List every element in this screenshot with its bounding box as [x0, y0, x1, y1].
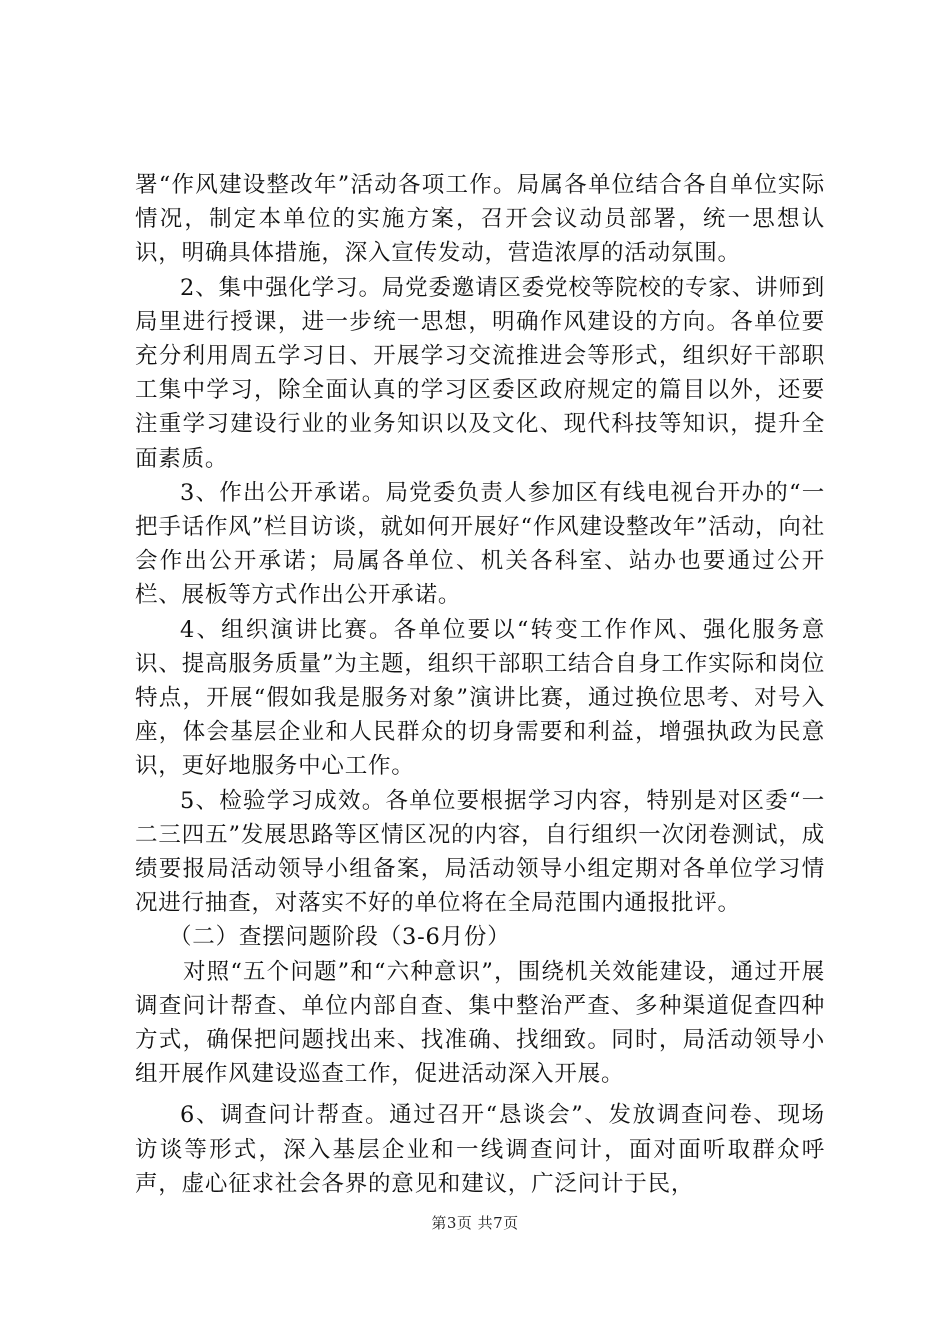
paragraph-item-4: 4、组织演讲比赛。各单位要以“转变工作作风、强化服务意识、提高服务质量”为主题，组织干部职工结合自身工作实际和岗位特点，开展“假如我是服务对象”演讲比赛，通过换位思考、对号入座，体会基层企业和人民群众的切身需要和利益，增强执政为民意识，更好地服务中心工作。	[135, 616, 825, 780]
paragraph-item-2: 2、集中强化学习。局党委邀请区委党校等院校的专家、讲师到局里进行授课，进一步统一思想，明确作风建设的方向。各单位要充分利用周五学习日、开展学习交流推进会等形式，组织好干部职工集中学习，除全面认真的学习区委区政府规定的篇目以外，还要注重学习建设行业的业务知识以及文化、现代科技等知识，提升全面素质。	[135, 274, 825, 472]
section-heading: （二）查摆问题阶段（3-6月份）	[169, 924, 511, 951]
paragraph-item-5: 5、检验学习成效。各单位要根据学习内容，特别是对区委“一二三四五”发展思路等区情区况的内容，自行组织一次闭卷测试，成绩要报局活动领导小组备案，局活动领导小组定期对各单位学习情况进行抽查，对落实不好的单位将在全局范围内通报批评。	[135, 787, 825, 917]
paragraph-continuation: 署“作风建设整改年”活动各项工作。局属各单位结合各自单位实际情况，制定本单位的实施方案，召开会议动员部署，统一思想认识，明确具体措施，深入宣传发动，营造浓厚的活动氛围。	[135, 172, 825, 267]
page-number-footer: 第3页 共7页	[431, 1214, 519, 1232]
document-body	[135, 168, 825, 1201]
paragraph-item-6: 6、调查问计帮查。通过召开“恳谈会”、发放调查问卷、现场访谈等形式，深入基层企业和一线调查问计，面对面听取群众呼声，虚心征求社会各界的意见和建议，广泛问计于民，	[135, 1102, 825, 1197]
paragraph-section-intro: 对照“五个问题”和“六种意识”，围绕机关效能建设，通过开展调查问计帮查、单位内部自查、集中整治严查、多种渠道促查四种方式，确保把问题找出来、找准确、找细致。同时，局活动领导小组开展作风建设巡查工作，促进活动深入开展。	[135, 958, 825, 1088]
paragraph-item-3: 3、作出公开承诺。局党委负责人参加区有线电视台开办的“一把手话作风”栏目访谈，就如何开展好“作风建设整改年”活动，向社会作出公开承诺；局属各单位、机关各科室、站办也要通过公开栏、展板等方式作出公开承诺。	[135, 479, 825, 609]
